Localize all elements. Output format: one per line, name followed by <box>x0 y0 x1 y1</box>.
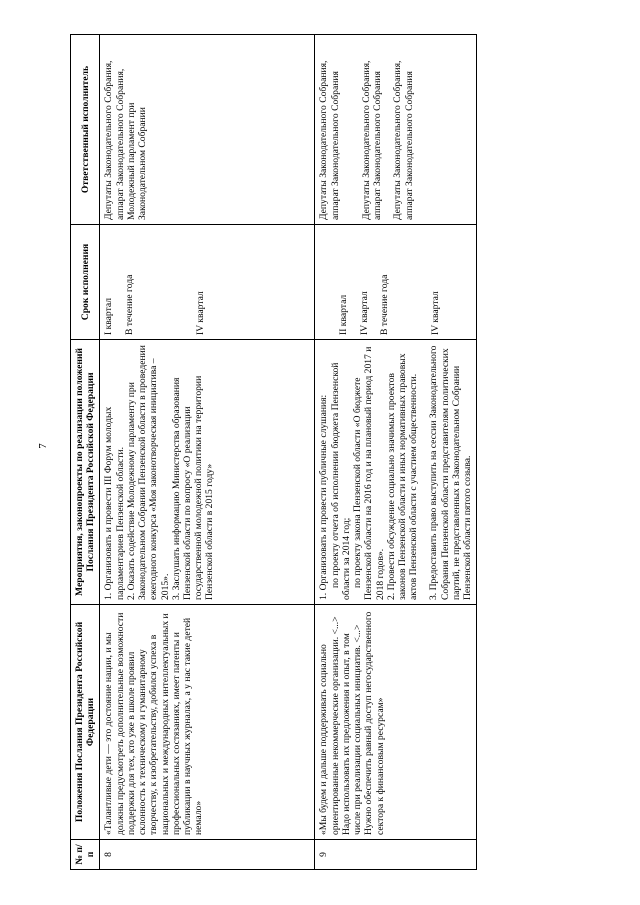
term-item: I квартал <box>103 297 115 335</box>
header-row <box>71 35 100 870</box>
term-item: В течение года <box>378 274 390 335</box>
header-num: № п/п <box>71 840 100 870</box>
row-responsible <box>315 35 477 225</box>
measure-item: 1. Организовать и провести публичные слушания: <box>318 394 330 600</box>
measure-item: по проекту отчета об исполнении бюджета Пензенской области за 2014 год; <box>329 362 352 600</box>
rotated-table-inner <box>70 35 600 870</box>
row-responsible: Депутаты Законодательного Собрания, аппарат Законодательного Собрания, Молодежный парламент при Законодательном Собрании <box>100 35 315 225</box>
header-term: Срок исполнения <box>71 225 100 340</box>
measure-item: 3. Предоставить право выступить на сессии Законодательного Собрания Пензенской области представителям политических партий, не представленных в Законодательном Собрании Пензенской области пятого созыва. <box>428 345 474 600</box>
row-terms <box>100 225 315 340</box>
row-provision: «Мы будем и дальше поддерживать социально ориентированные некоммерческие организации. <...> Надо использовать их предложения и опыт, в том числе при реализации социальных инициатив. <...> Нужно обеспечить равный доступ негосударственного сектора к финансовым ресурсам» <box>315 605 477 840</box>
measure-item: 2. Оказать содействие Молодежному парламенту при Законодательном Собрании Пензенской области в проведении ежегодного конкурса «Моя законотворческая инициатива – 2015». <box>125 345 171 600</box>
row-measures <box>315 340 477 605</box>
measure-item: 1. Организовать и провести III Форум молодых парламентариев Пензенской области. <box>103 406 126 600</box>
table-row <box>315 35 477 870</box>
table-row <box>100 35 315 870</box>
term-item: В течение года <box>123 274 135 335</box>
measure-item: по проекту закона Пензенской области «О бюджете Пензенской области на 2016 год и на плановый период 2017 и 2018 годов». <box>352 346 386 600</box>
term-item: IV квартал <box>194 291 206 335</box>
header-measures: Мероприятия, законопроекты по реализации положений Послания Президента Российской Федерации <box>71 340 100 605</box>
page-number: 7 <box>36 443 49 449</box>
term-item: IV квартал <box>358 291 370 335</box>
term-item: II квартал <box>338 294 350 335</box>
header-provisions: Положения Послания Президента Российской Федерации <box>71 605 100 840</box>
row-terms <box>315 225 477 340</box>
responsible-item: Депутаты Законодательного Собрания, аппарат Законодательного Собрания <box>360 60 384 220</box>
row-num: 9 <box>315 840 477 870</box>
term-item: IV квартал <box>430 291 442 335</box>
responsible-item: Депутаты Законодательного Собрания, аппарат Законодательного Собрания <box>318 60 341 220</box>
row-measures <box>100 340 315 605</box>
measure-item: 2. Провести обсуждение социально значимых проектов законов Пензенской области и иных нормативных правовых актов Пензенской области с участием общественности. <box>385 353 420 600</box>
header-responsible: Ответственный исполнитель <box>71 35 100 225</box>
responsible-item: Депутаты Законодательного Собрания, аппарат Законодательного Собрания <box>392 60 415 220</box>
measure-item: 3. Заслушать информацию Министерства образования Пензенской области по вопросу «О реализации государственной молодежной политики на территории Пензенской области в 2015 году» <box>170 375 216 600</box>
row-provision: «Талантливые дети — это достояние нации, и мы должны предусмотреть дополнительные возможности поддержки для тех, кто уже в школе проявил склонность к техническому и гуманитарному творчеству, к изобретательству, добился успеха в национальных и международных интеллектуальных и профессиональных состязаниях, имеет патенты и публикации в научных журналах, а у нас такие детей немало» <box>100 605 315 840</box>
rotated-table-wrapper <box>70 35 600 870</box>
row-num: 8 <box>100 840 315 870</box>
plan-table <box>70 34 477 870</box>
